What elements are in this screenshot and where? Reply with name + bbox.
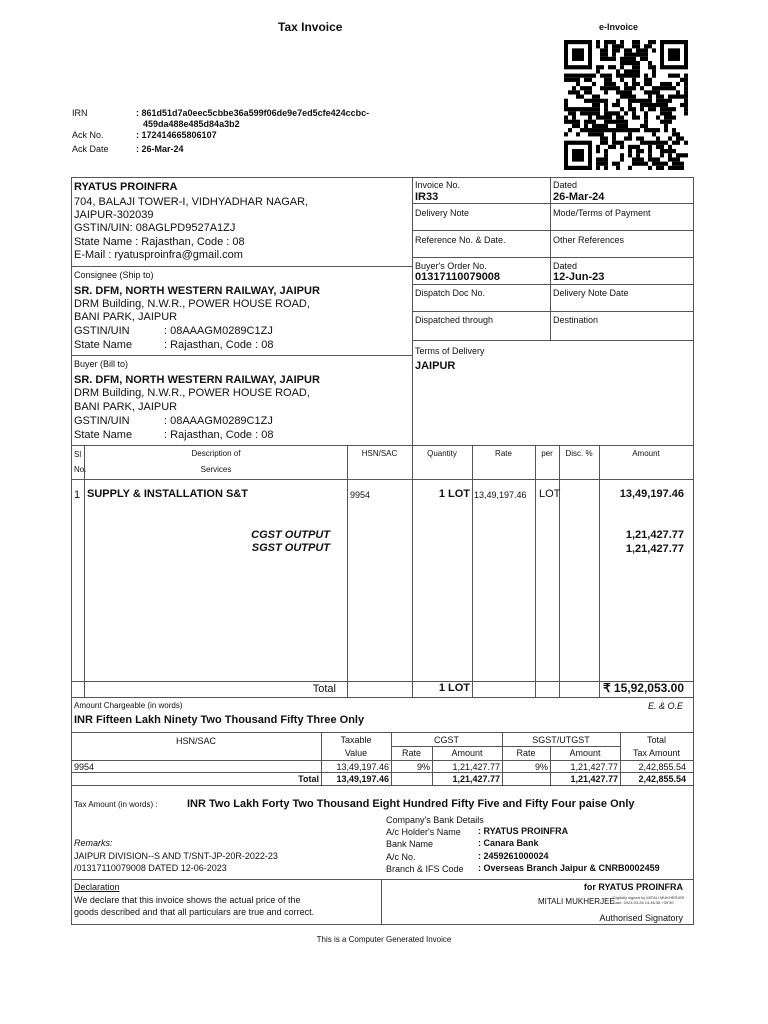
bank-acno-label: A/c No.: [386, 852, 416, 862]
tax-taxable-header-1: Taxable: [340, 735, 372, 745]
declaration-divider: [381, 879, 382, 924]
items-total-amount: ₹ 15,92,053.00: [602, 681, 684, 695]
col-per: [559, 445, 560, 697]
meta-line-2: [412, 230, 693, 231]
col-sl-header-1: Sl: [74, 450, 82, 459]
declaration-label: Declaration: [74, 882, 120, 892]
col-sl: [84, 445, 85, 697]
ack-no-value: : 172414665806107: [136, 130, 217, 140]
tax-row-total: 2,42,855.54: [638, 762, 686, 772]
meta-line-1: [412, 203, 693, 204]
tax-row-sgst-amount: 1,21,427.77: [570, 762, 618, 772]
irn-value-line1: : 861d51d7a0eec5cbbe36a599f06de9e7ed5cfe424ccbc-: [136, 108, 370, 118]
declaration-line-1: We declare that this invoice shows the actual price of the: [74, 895, 301, 905]
ack-date-label: Ack Date: [72, 144, 109, 154]
buyer-state: : Rajasthan, Code : 08: [164, 429, 274, 441]
sgst-output-label: SGST OUTPUT: [251, 542, 330, 554]
bank-name: : Canara Bank: [478, 838, 539, 848]
tax-table-header-bottom: [71, 760, 694, 761]
divider-consignee: [71, 355, 412, 356]
remarks-line-2: /01317110079008 DATED 12-06-2023: [74, 863, 227, 873]
sgst-output-amount: 1,21,427.77: [625, 543, 684, 555]
invoice-title: Tax Invoice: [278, 20, 343, 34]
divider-meta-mid: [550, 177, 551, 340]
item-rate: 13,49,197.46: [474, 490, 527, 500]
eoe-label: E. & O.E: [648, 701, 684, 711]
ack-date-value: : 26-Mar-24: [136, 144, 184, 154]
invoice-no-label: Invoice No.: [415, 180, 461, 190]
col-per-header: per: [541, 449, 553, 458]
frame-bottom: [71, 924, 694, 925]
consignee-state: : Rajasthan, Code : 08: [164, 339, 274, 351]
buyer-gstin: : 08AAAGM0289C1ZJ: [164, 415, 273, 427]
meta-line-4: [412, 284, 693, 285]
item-quantity: 1 LOT: [438, 488, 470, 500]
mode-terms-label: Mode/Terms of Payment: [553, 208, 651, 218]
col-rate-header: Rate: [495, 449, 512, 458]
invoice-no: IR33: [415, 191, 439, 203]
cgst-output-label: CGST OUTPUT: [251, 529, 330, 541]
delivery-note-date-label: Delivery Note Date: [553, 288, 629, 298]
col-desc-header-1: Description of: [191, 449, 241, 458]
tax-taxable-header-2: Value: [344, 748, 368, 758]
consignee-gstin: : 08AAAGM0289C1ZJ: [164, 325, 273, 337]
col-desc-header-2: Services: [200, 465, 232, 474]
buyers-order-label: Buyer's Order No.: [415, 261, 487, 271]
seller-address-1: 704, BALAJI TOWER-I, VIDHYADHAR NAGAR,: [74, 196, 309, 208]
irn-value-line2: 459da488e485d84a3b2: [143, 119, 240, 129]
tax-row-cgst-amount: 1,21,427.77: [452, 762, 500, 772]
bank-holder-label: A/c Holder's Name: [386, 827, 461, 837]
delivery-note-label: Delivery Note: [415, 208, 470, 218]
frame-right: [693, 177, 694, 925]
col-disc: [599, 445, 600, 697]
consignee-gstin-label: GSTIN/UIN: [74, 325, 130, 337]
remarks-label: Remarks:: [74, 838, 113, 848]
seller-email: E-Mail : ryatusproinfra@gmail.com: [74, 249, 243, 261]
meta-line-5: [412, 311, 693, 312]
einvoice-label: e-Invoice: [599, 22, 639, 32]
tax-hsn-header: HSN/SAC: [175, 736, 216, 746]
col-hsn: [412, 445, 413, 697]
items-top-line: [71, 445, 694, 446]
dispatch-doc-label: Dispatch Doc No.: [415, 288, 486, 298]
divider-seller: [71, 266, 412, 267]
item-sl: 1: [74, 489, 81, 501]
col-disc-header: Disc. %: [565, 449, 593, 458]
tax-words-label: Tax Amount (in words) :: [74, 800, 158, 809]
authorised-signatory: Authorised Signatory: [599, 913, 683, 923]
cgst-output-amount: 1,21,427.77: [625, 529, 684, 541]
items-total-bottom-line: [71, 697, 694, 698]
remarks-line-1: JAIPUR DIVISION--S AND T/SNT-JP-20R-2022-23: [74, 851, 278, 861]
tax-table-total-bottom: [71, 785, 694, 786]
col-qty: [472, 445, 473, 697]
declaration-line-2: goods described and that all particulars are true and correct.: [74, 907, 315, 917]
footer-note: This is a Computer Generated Invoice: [316, 935, 452, 944]
irn-label: IRN: [72, 108, 88, 118]
item-hsn: 9954: [350, 490, 371, 500]
frame-top: [71, 177, 694, 178]
tax-row-cgst-rate: 9%: [416, 762, 430, 772]
tax-table-subheader-line: [391, 746, 621, 747]
signature-for: for RYATUS PROINFRA: [583, 882, 683, 892]
bank-acno: : 2459261000024: [478, 851, 549, 861]
buyer-address-1: DRM Building, N.W.R., POWER HOUSE ROAD,: [74, 387, 310, 399]
tax-sgst-header: SGST/UTGST: [532, 735, 590, 745]
frame-left: [71, 177, 72, 925]
tax-total-header-2: Tax Amount: [632, 748, 681, 758]
bank-details-title: Company's Bank Details: [386, 815, 484, 825]
tax-sgst-rate-header: Rate: [516, 748, 536, 758]
seller-address-2: JAIPUR-302039: [74, 209, 154, 221]
col-hsn-header: HSN/SAC: [361, 449, 398, 458]
tax-cgst-rate-header: Rate: [401, 748, 421, 758]
seller-name: RYATUS PROINFRA: [74, 181, 178, 193]
consignee-name: SR. DFM, NORTH WESTERN RAILWAY, JAIPUR: [74, 285, 320, 297]
col-rate: [535, 445, 536, 697]
tax-total-label: Total: [298, 774, 319, 784]
consignee-address-2: BANI PARK, JAIPUR: [74, 311, 178, 323]
item-amount: 13,49,197.46: [619, 488, 684, 500]
item-per: LOT: [539, 488, 561, 500]
terms-delivery-label: Terms of Delivery: [415, 346, 485, 356]
amount-in-words: INR Fifteen Lakh Ninety Two Thousand Fifty Three Only: [74, 714, 365, 726]
declaration-top-line: [71, 879, 694, 880]
meta-line-3: [412, 257, 693, 258]
buyer-name: SR. DFM, NORTH WESTERN RAILWAY, JAIPUR: [74, 374, 320, 386]
buyer-address-2: BANI PARK, JAIPUR: [74, 401, 178, 413]
tax-sgst-amount-header: Amount: [569, 748, 601, 758]
tax-table-row-bottom: [71, 772, 694, 773]
tax-table-top: [71, 732, 694, 733]
item-description: SUPPLY & INSTALLATION S&T: [87, 488, 248, 500]
bank-branch-label: Branch & IFS Code: [386, 864, 464, 874]
reference-label: Reference No. & Date.: [415, 235, 506, 245]
consignee-address-1: DRM Building, N.W.R., POWER HOUSE ROAD,: [74, 298, 310, 310]
consignee-state-label: State Name: [74, 339, 133, 351]
col-sl-header-2: No.: [74, 465, 87, 474]
tax-amount-in-words: INR Two Lakh Forty Two Thousand Eight Hundred Fifty Five and Fifty Four paise Only: [187, 798, 635, 810]
digital-signature-line-1: Digitally signed by MITALI MUKHERJEE: [613, 895, 685, 900]
amount-words-label: Amount Chargeable (in words): [74, 701, 183, 710]
terms-delivery-value: JAIPUR: [415, 360, 456, 372]
other-references-label: Other References: [553, 235, 625, 245]
order-dated-label: Dated: [553, 261, 578, 271]
bank-name-label: Bank Name: [386, 839, 434, 849]
col-desc: [347, 445, 348, 697]
consignee-label: Consignee (Ship to): [74, 270, 154, 280]
items-header-line: [71, 479, 694, 480]
meta-line-6: [412, 340, 693, 341]
digital-signature-line-2: Date: 2024.03.26 14:46:38 +05'30': [613, 900, 675, 905]
dispatched-through-label: Dispatched through: [415, 315, 494, 325]
signer-name: MITALI MUKHERJEE: [538, 897, 615, 906]
tax-total-cgst: 1,21,427.77: [452, 774, 500, 784]
dated-value: 26-Mar-24: [553, 191, 605, 203]
tax-total-tax: 2,42,855.54: [638, 774, 686, 784]
buyer-gstin-label: GSTIN/UIN: [74, 415, 130, 427]
buyer-label: Buyer (Bill to): [74, 359, 129, 369]
items-total-quantity: 1 LOT: [438, 682, 470, 694]
order-dated: 12-Jun-23: [553, 271, 605, 283]
tax-row-taxable: 13,49,197.46: [336, 762, 389, 772]
tax-row-hsn: 9954: [74, 762, 95, 772]
buyers-order-no: 01317110079008: [415, 271, 501, 283]
destination-label: Destination: [553, 315, 599, 325]
tax-total-header-1: Total: [646, 735, 666, 745]
tax-total-taxable: 13,49,197.46: [336, 774, 389, 784]
items-total-label: Total: [312, 683, 336, 695]
col-amount-header: Amount: [632, 449, 660, 458]
tax-row-sgst-rate: 9%: [534, 762, 548, 772]
bank-holder: : RYATUS PROINFRA: [478, 826, 569, 836]
ack-no-label: Ack No.: [72, 130, 104, 140]
dated-label: Dated: [553, 180, 578, 190]
tax-cgst-header: CGST: [433, 735, 459, 745]
bank-branch: : Overseas Branch Jaipur & CNRB0002459: [478, 863, 660, 873]
seller-state: State Name : Rajasthan, Code : 08: [74, 236, 245, 248]
buyer-state-label: State Name: [74, 429, 133, 441]
col-qty-header: Quantity: [427, 449, 457, 458]
qr-code: [564, 40, 688, 170]
seller-gstin: GSTIN/UIN: 08AGLPD9527A1ZJ: [74, 222, 236, 234]
tax-cgst-amount-header: Amount: [451, 748, 483, 758]
tax-total-sgst: 1,21,427.77: [570, 774, 618, 784]
